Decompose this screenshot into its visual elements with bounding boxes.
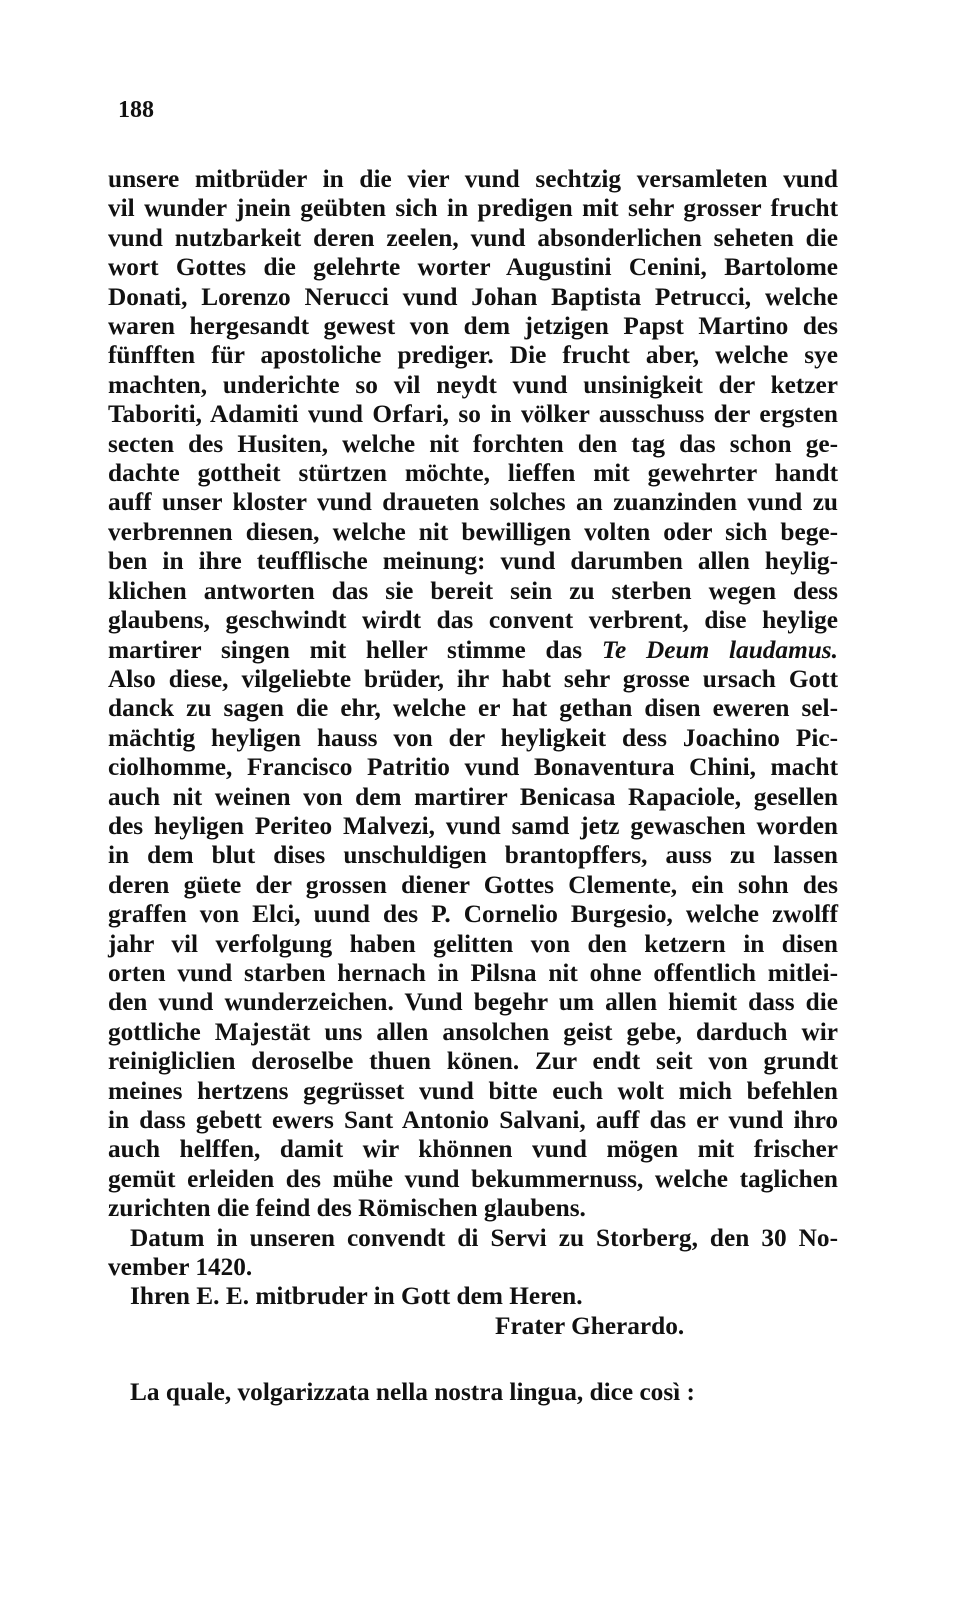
text-line: glaubens, geschwindt wirdt das convent verbrent, dise heylige: [108, 606, 838, 635]
text-line: auch helffen, damit wir khönnen vund mögen mit frischer: [108, 1135, 838, 1164]
text-line: Also diese, vilgeliebte brüder, ihr habt sehr grosse ursach Gott: [108, 664, 838, 693]
text-line: Donati, Lorenzo Nerucci vund Johan Baptista Petrucci, welche: [108, 282, 838, 311]
text-line: secten des Husiten, welche nit forchten den tag das schon ge-: [108, 429, 838, 458]
datum-line: vember 1420.: [108, 1253, 253, 1282]
text-line: danck zu sagen die ehr, welche er hat gethan disen eweren sel-: [108, 694, 838, 723]
closing-line: Ihren E. E. mitbruder in Gott dem Heren.: [130, 1282, 583, 1311]
text-line: meines hertzens gegrüsset vund bitte euch wolt mich befehlen: [108, 1076, 838, 1105]
text-line: gemüt erleiden des mühe vund bekummernuss, welche taglichen: [108, 1164, 838, 1193]
signature: Frater Gherardo.: [495, 1311, 685, 1340]
text-line: waren hergesandt gewest von dem jetzigen Papst Martino des: [108, 312, 838, 341]
text-line: den vund wunderzeichen. Vund begehr um allen hiemit dass die: [108, 988, 838, 1017]
text-line: gottliche Majestät uns allen ansolchen geist gebe, darduch wir: [108, 1017, 838, 1046]
text-line: reinigliclien deroselbe thuen könen. Zur endt seit von grundt: [108, 1047, 838, 1076]
datum-line: Datum in unseren convendt di Servi zu Storberg, den 30 No-: [130, 1223, 838, 1252]
text-line: vund nutzbarkeit deren zeelen, vund absonderlichen seheten die: [108, 223, 838, 252]
letter-body: [108, 165, 838, 1341]
text-line: wort Gottes die gelehrte worter Augustini Cenini, Bartolome: [108, 253, 838, 282]
text-line: in dem blut dises unschuldigen brantopffers, auss zu lassen: [108, 841, 838, 870]
text-line: des heyligen Periteo Malvezi, vund samd jetz gewaschen worden: [108, 811, 838, 840]
text-line: unsere mitbrüder in die vier vund sechtzig versamleten vund: [108, 165, 838, 193]
text-line: Taboriti, Adamiti vund Orfari, so in völker ausschuss der ergsten: [108, 400, 838, 429]
text-line: dachte gottheit stürtzen möchte, lieffen mit gewehrter handt: [108, 459, 838, 488]
text-line: mächtig heyligen hauss von der heyligkeit dess Joachino Pic-: [108, 723, 838, 752]
text-line: orten vund starben hernach in Pilsna nit ohne offentlich mitlei-: [108, 958, 838, 987]
te-deum-emphasis: Te Deum laudamus.: [601, 635, 838, 664]
text-line-te-deum: [108, 636, 838, 665]
text-line: ciolhomme, Francisco Patritio vund Bonaventura Chini, macht: [108, 753, 838, 782]
text-segment: martirer singen mit heller stimme das: [108, 635, 583, 664]
text-line: klichen antworten das sie bereit sein zu sterben wegen dess: [108, 576, 838, 605]
text-line: in dass gebett ewers Sant Antonio Salvani, auff das er vund ihro: [108, 1106, 838, 1134]
text-line: fünfften für apostoliche prediger. Die frucht aber, welche sye: [108, 341, 838, 370]
text-line: auch nit weinen von dem martirer Benicasa Rapaciole, gesellen: [108, 782, 838, 811]
text-line-paragraph-end: zurichten die feind des Römischen glaubens.: [108, 1194, 586, 1223]
text-line: jahr vil verfolgung haben gelitten von den ketzern in disen: [108, 929, 838, 958]
text-line: graffen von Elci, uund des P. Cornelio Burgesio, welche zwolff: [108, 900, 838, 929]
text-line: machten, underichte so vil neydt vund unsinigkeit der ketzer: [108, 370, 838, 399]
page-number: 188: [118, 97, 154, 123]
text-line: verbrennen diesen, welche nit bewilligen volten oder sich bege-: [108, 517, 838, 546]
translation-intro: La quale, volgarizzata nella nostra lingua, dice così :: [130, 1378, 695, 1406]
text-line: ben in ihre teufflische meinung: vund darumben allen heylig-: [108, 547, 838, 576]
text-line: auff unser kloster vund draueten solches an zuanzinden vund zu: [108, 488, 838, 517]
text-line: deren güete der grossen diener Gottes Clemente, ein sohn des: [108, 870, 838, 899]
text-line: vil wunder jnein geübten sich in predigen mit sehr grosser frucht: [108, 194, 838, 223]
